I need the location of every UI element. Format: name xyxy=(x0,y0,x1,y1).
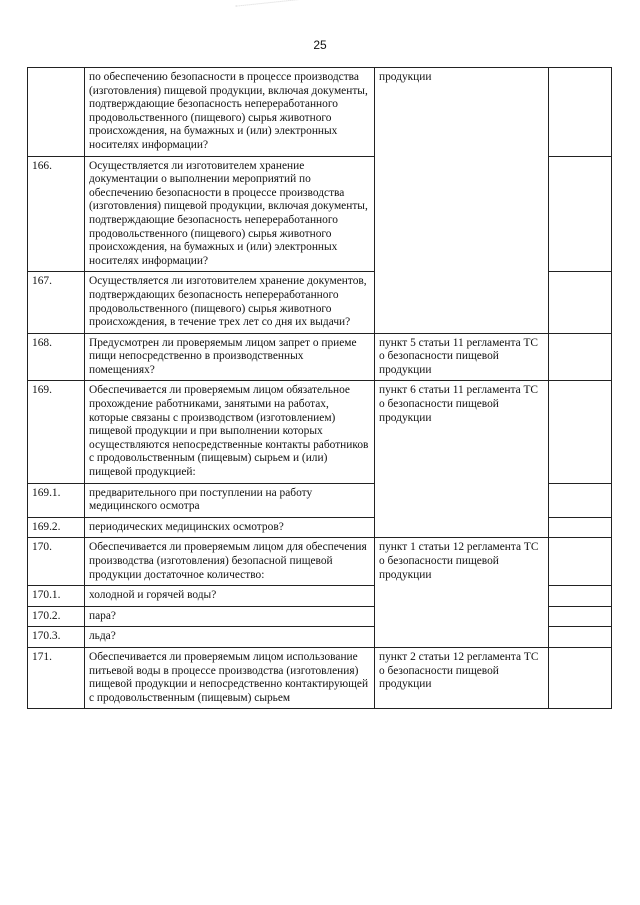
row-question: Осуществляется ли изготовителем хранение документов, подтверждающих безопасность непереработанного продовольственного (пищевого) сырья животного происхождения, в течение трех лет со дня их выдачи? xyxy=(85,272,375,333)
row-question: льда? xyxy=(85,627,375,648)
row-number: 171. xyxy=(28,647,85,708)
scan-mark xyxy=(236,0,307,17)
answer-cell xyxy=(549,272,612,333)
row-number: 169.2. xyxy=(28,517,85,538)
row-reference: пункт 1 статьи 12 регламента ТС о безопасности пищевой продукции xyxy=(375,538,549,648)
answer-cell xyxy=(549,586,612,607)
row-number: 168. xyxy=(28,333,85,381)
table-row xyxy=(28,68,612,157)
row-question: Осуществляется ли изготовителем хранение документации о выполнении мероприятий по обеспечению безопасности в процессе производства (изготовления) пищевой продукции, включая документы, подтверждающие безопасность непереработанного продовольственного (пищевого) сырья животного происхождения, на бумажных и (или) электронных носителях информации? xyxy=(85,156,375,272)
row-question: Обеспечивается ли проверяемым лицом обязательное прохождение работниками, занятыми на работах, которые связаны с производством (изготовлением) пищевой продукции и при выполнении которых осуществляются непосредственные контакты работников с продовольственным (пищевым) сырьем и (или) пищевой продукцией: xyxy=(85,381,375,483)
row-number: 170.2. xyxy=(28,606,85,627)
row-reference: продукции xyxy=(375,68,549,334)
answer-cell xyxy=(549,538,612,586)
answer-cell xyxy=(549,627,612,648)
answer-cell xyxy=(549,381,612,483)
row-question: Обеспечивается ли проверяемым лицом использование питьевой воды в процессе производства (изготовления) пищевой продукции и непосредственно контактирующей с продовольственным (пищевым) сырьем xyxy=(85,647,375,708)
row-question: по обеспечению безопасности в процессе производства (изготовления) пищевой продукции, включая документы, подтверждающие безопасность непереработанного продовольственного (пищевого) сырья животного происхождения, на бумажных и (или) электронных носителях информации? xyxy=(85,68,375,157)
answer-cell xyxy=(549,156,612,272)
row-question: пара? xyxy=(85,606,375,627)
row-question: холодной и горячей воды? xyxy=(85,586,375,607)
row-number: 167. xyxy=(28,272,85,333)
table-row xyxy=(28,647,612,708)
row-number: 170.1. xyxy=(28,586,85,607)
table-row xyxy=(28,333,612,381)
checklist-table xyxy=(27,67,612,709)
row-number: 170.3. xyxy=(28,627,85,648)
row-question: Обеспечивается ли проверяемым лицом для обеспечения производства (изготовления) безопасной пищевой продукции достаточное количество: xyxy=(85,538,375,586)
row-reference: пункт 5 статьи 11 регламента ТС о безопасности пищевой продукции xyxy=(375,333,549,381)
row-reference: пункт 2 статьи 12 регламента ТС о безопасности пищевой продукции xyxy=(375,647,549,708)
page-number: 25 xyxy=(313,38,327,52)
answer-cell xyxy=(549,647,612,708)
answer-cell xyxy=(549,483,612,517)
table-row xyxy=(28,381,612,483)
row-number: 166. xyxy=(28,156,85,272)
answer-cell xyxy=(549,517,612,538)
row-number: 170. xyxy=(28,538,85,586)
answer-cell xyxy=(549,333,612,381)
answer-cell xyxy=(549,68,612,157)
row-reference: пункт 6 статьи 11 регламента ТС о безопасности пищевой продукции xyxy=(375,381,549,538)
row-question: предварительного при поступлении на работу медицинского осмотра xyxy=(85,483,375,517)
row-number xyxy=(28,68,85,157)
row-number: 169.1. xyxy=(28,483,85,517)
row-question: периодических медицинских осмотров? xyxy=(85,517,375,538)
table-row xyxy=(28,538,612,586)
answer-cell xyxy=(549,606,612,627)
row-number: 169. xyxy=(28,381,85,483)
row-question: Предусмотрен ли проверяемым лицом запрет о приеме пищи непосредственно в производственных помещениях? xyxy=(85,333,375,381)
